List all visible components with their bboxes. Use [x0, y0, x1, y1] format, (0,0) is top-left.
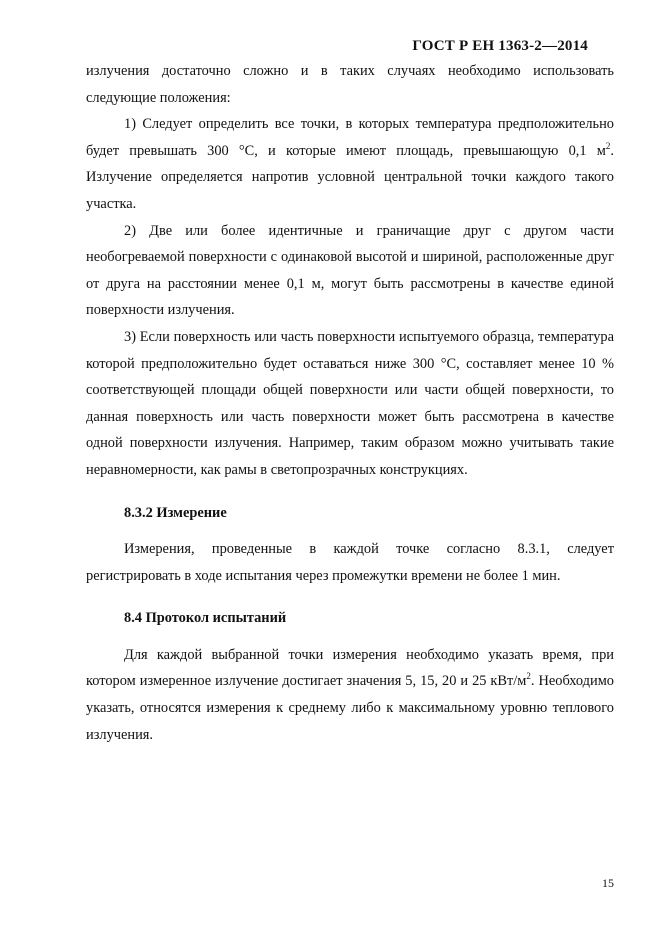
list-item-2: 2) Две или более идентичные и граничащие друг с другом части необогреваемой поверхности с одинаковой высотой и шириной, расположенные друг от друга на расстоянии менее 0,1 м, могут быть рассмотрены в качестве единой поверхности излучения. — [86, 222, 614, 319]
superscript-square: 2 — [605, 140, 611, 151]
superscript-square: 2 — [526, 671, 531, 682]
section-heading-8-3-2: 8.3.2 Измерение — [124, 504, 227, 521]
section-heading-8-4: 8.4 Протокол испытаний — [124, 610, 287, 627]
document-standard-id: ГОСТ Р ЕН 1363-2—2014 — [412, 38, 588, 54]
section-8-4-tail: . Необходимо указать, относятся измерения к среднему либо к максимальному уровню теплового излучения. — [86, 673, 614, 743]
list-item-1-tail: . Излучение определяется напротив условной центральной точки каждого такого участка. — [86, 142, 614, 212]
section-8-3-2-paragraph: Измерения, проведенные в каждой точке согласно 8.3.1, следует регистрировать в ходе испытания через промежутки времени не более 1 мин. — [86, 541, 614, 584]
page-number: 15 — [602, 876, 614, 890]
list-item-1-text: 1) Следует определить все точки, в которых температура предположительно будет превышать 300 °С, и которые имеют площадь, превышающую 0,1 м — [86, 116, 614, 159]
section-8-4-paragraph — [86, 642, 614, 748]
list-item-1 — [86, 111, 614, 217]
section-8-4-text: Для каждой выбранной точки измерения необходимо указать время, при котором измеренное излучение достигает значения 5, 15, 20 и 25 кВт/м — [86, 646, 614, 690]
document-body — [86, 58, 614, 748]
list-item-3: 3) Если поверхность или часть поверхности испытуемого образца, температура которой предположительно будет оставаться ниже 300 °С, составляет менее 10 % соответствующей площади общей поверхности или части общей поверхности, то данная поверхность или часть поверхности может быть рассмотрена в качестве одной поверхности излучения. Например, таким образом можно учитывать такие неравномерности, как рамы в светопрозрачных конструкциях. — [86, 328, 614, 478]
intro-paragraph: излучения достаточно сложно и в таких случаях необходимо использовать следующие положения: — [86, 63, 614, 106]
